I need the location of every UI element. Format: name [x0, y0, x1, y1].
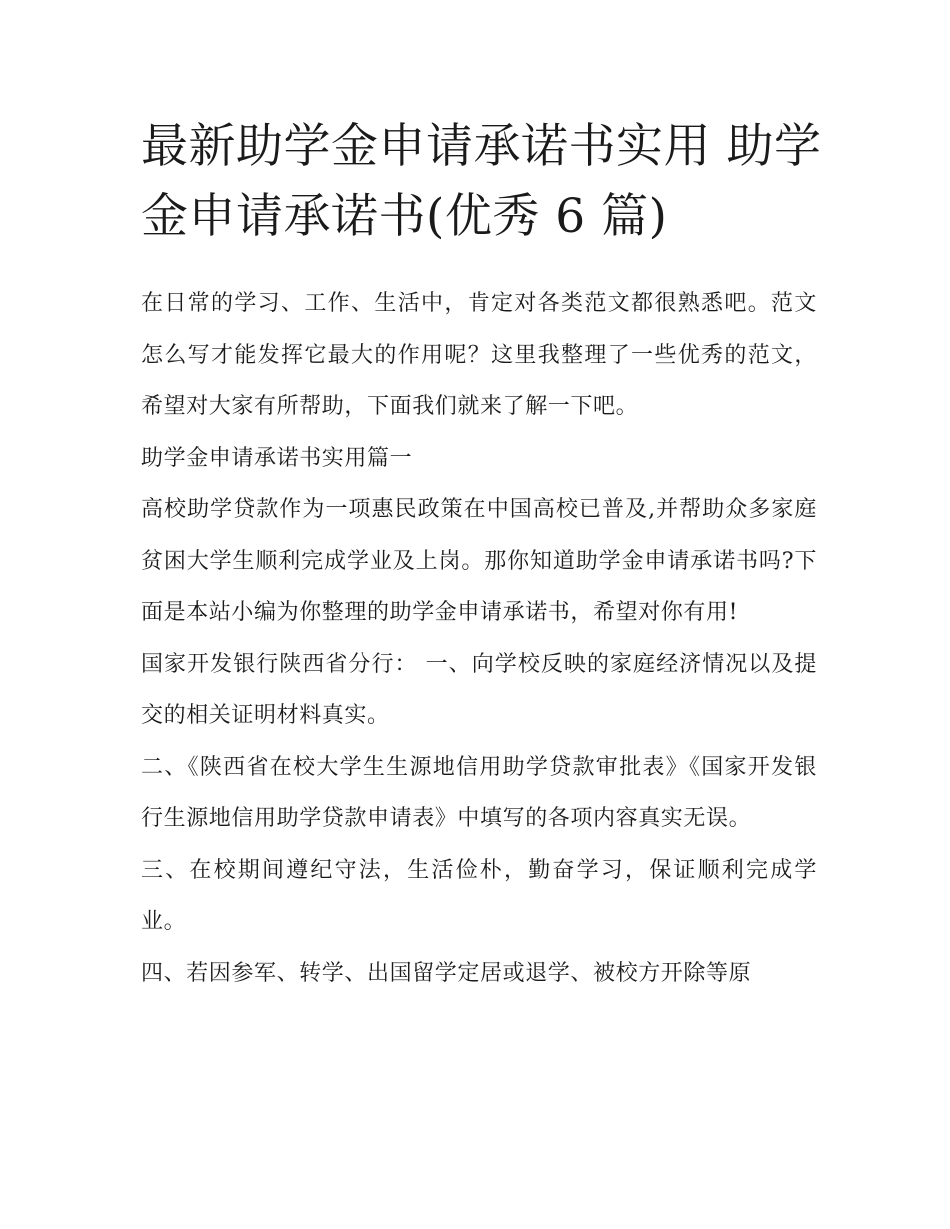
- body-paragraph: 三、在校期间遵纪守法，生活俭朴，勤奋学习，保证顺利完成学业。: [141, 857, 817, 934]
- body-paragraph: 高校助学贷款作为一项惠民政策在中国高校已普及,并帮助众多家庭贫困大学生顺利完成学业及上岗。那你知道助学金申请承诺书吗?下面是本站小编为你整理的助学金申请承诺书，希望对你有用!: [141, 497, 817, 625]
- document-title: 最新助学金申请承诺书实用 助学金申请承诺书(优秀 6 篇): [141, 119, 822, 244]
- body-paragraph: 四、若因参军、转学、出国留学定居或退学、被校方开除等原: [141, 960, 752, 986]
- intro-paragraph: 在日常的学习、工作、生活中，肯定对各类范文都很熟悉吧。范文怎么写才能发挥它最大的作用呢？这里我整理了一些优秀的范文，希望对大家有所帮助，下面我们就来了解一下吧。: [141, 291, 817, 419]
- body-paragraph: 二、《陕西省在校大学生生源地信用助学贷款审批表》《国家开发银行生源地信用助学贷款申请表》中填写的各项内容真实无误。: [141, 754, 817, 831]
- section-heading: 助学金申请承诺书实用篇一: [141, 445, 413, 471]
- document-body: [141, 278, 817, 999]
- body-paragraph: 国家开发银行陕西省分行： 一、向学校反映的家庭经济情况以及提交的相关证明材料真实。: [141, 651, 817, 728]
